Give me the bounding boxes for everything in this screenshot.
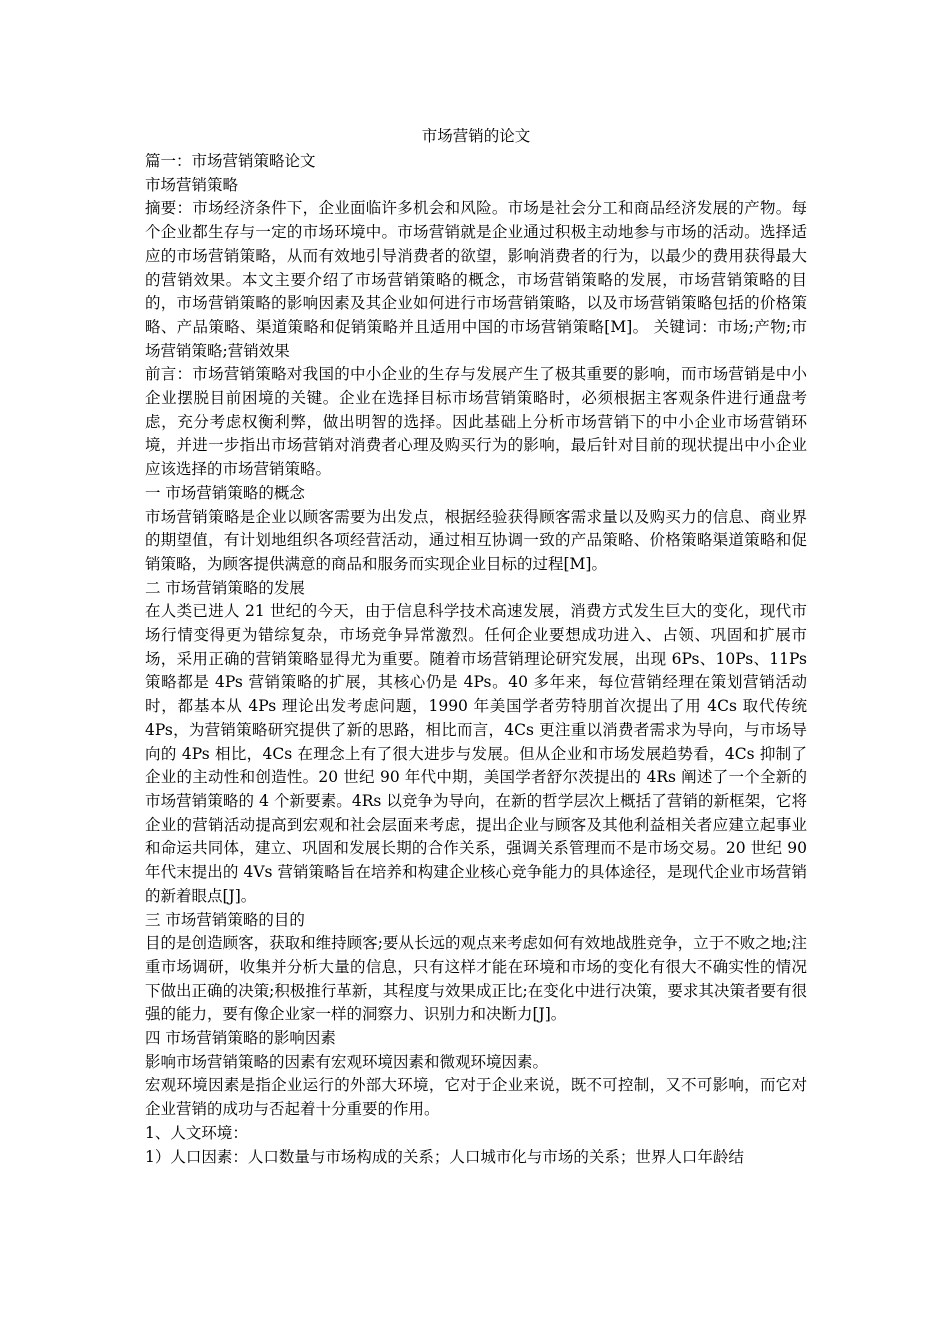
body-paragraph: 市场营销策略是企业以顾客需要为出发点，根据经验获得顾客需求量以及购买力的信息、商业界的期望值，有计划地组织各项经营活动，通过相互协调一致的产品策略、价格策略渠道策略和促销策略，为顾客提供满意的商品和服务而实现企业目标的过程[M]。 <box>145 507 807 573</box>
abstract-paragraph: 摘要：市场经济条件下，企业面临许多机会和风险。市场是社会分工和商品经济发展的产物。每个企业都生存与一定的市场环境中。市场营销就是企业通过积极主动地参与市场的活动。选择适应的市场营销策略，从而有效地引导消费者的欲望，影响消费者的行为，以最少的费用获得最大的营销效果。本文主要介绍了市场营销策略的概念，市场营销策略的发展，市场营销策略的目的，市场营销策略的影响因素及其企业如何进行市场营销策略，以及市场营销策略包括的价格策略、产品策略、渠道策略和促销策略并且适用中国的市场营销策略[M]。 关键词：市场;产物;市场营销策略;营销效果 <box>145 199 807 360</box>
body-paragraph: 在人类已进人 21 世纪的今天，由于信息科学技术高速发展，消费方式发生巨大的变化，现代市场行情变得更为错综复杂，市场竞争异常激烈。任何企业要想成功进入、占领、巩固和扩展市场，采用正确的营销策略显得尤为重要。随着市场营销理论研究发展，出现 6Ps、10Ps、11Ps 策略都是 4Ps 营销策略的扩展，其核心仍是 4Ps。40 多年来，每位营销经理在策划营销活动时，都基本从 4Ps 理论出发考虑问题，1990 年美国学者劳特朋首次提出了用 4Cs 取代传统 4Ps，为营销策略研究提供了新的思路，相比而言，4Cs 更注重以消费者需求为导向，与市场导向的 4Ps 相比，4Cs 在理念上有了很大进步与发展。但从企业和市场发展趋势看，4Cs 抑制了企业的主动性和创造性。20 世纪 90 年代中期，美国学者舒尔茨提出的 4Rs 阐述了一个全新的市场营销策略的 4 个新要素。4Rs 以竞争为导向，在新的哲学层次上概括了营销的新框架，它将企业的营销活动提高到宏观和社会层面来考虑，提出企业与顾客及其他利益相关者应建立起事业和命运共同体，建立、巩固和发展长期的合作关系，强调关系管理而不是市场交易。20 世纪 90 年代末提出的 4Vs 营销策略旨在培养和构建企业核心竞争能力的具体途径，是现代企业市场营销的新着眼点[J]。 <box>145 602 807 905</box>
document-page <box>145 122 807 1169</box>
body-paragraph: 宏观环境因素是指企业运行的外部大环境，它对于企业来说，既不可控制，又不可影响，而它对企业营销的成功与否起着十分重要的作用。 <box>145 1076 807 1119</box>
document-body <box>145 150 807 1169</box>
section-heading: 一 市场营销策略的概念 <box>145 483 305 502</box>
list-item-paragraph: 1）人口因素：人口数量与市场构成的关系；人口城市化与市场的关系；世界人口年龄结 <box>145 1147 744 1166</box>
section-heading: 二 市场营销策略的发展 <box>145 578 305 597</box>
section-heading: 三 市场营销策略的目的 <box>145 910 305 929</box>
document-title: 市场营销的论文 <box>421 127 531 145</box>
subsection-heading: 1、人文环境： <box>145 1123 248 1142</box>
section-heading: 市场营销策略 <box>145 175 239 194</box>
section-heading: 四 市场营销策略的影响因素 <box>145 1029 336 1048</box>
section-heading: 篇一：市场营销策略论文 <box>145 152 316 170</box>
body-paragraph: 影响市场营销策略的因素有宏观环境因素和微观环境因素。 <box>145 1052 549 1071</box>
body-paragraph: 目的是创造顾客，获取和维持顾客;要从长远的观点来考虑如何有效地战胜竞争，立于不败之地;注重市场调研，收集并分析大量的信息，只有这样才能在环境和市场的变化有很大不确实性的情况下做出正确的决策;积极推行革新，其程度与效果成正比;在变化中进行决策，要求其决策者要有很强的能力，要有像企业家一样的洞察力、识别力和决断力[J]。 <box>145 934 807 1024</box>
preface-paragraph: 前言：市场营销策略对我国的中小企业的生存与发展产生了极其重要的影响，而市场营销是中小企业摆脱目前困境的关键。企业在选择目标市场营销策略时，必须根据主客观条件进行通盘考虑，充分考虑权衡利弊，做出明智的选择。因此基础上分析市场营销下的中小企业市场营销环境，并进一步指出市场营销对消费者心理及购买行为的影响，最后针对目前的现状提出中小企业应该选择的市场营销策略。 <box>145 365 807 479</box>
